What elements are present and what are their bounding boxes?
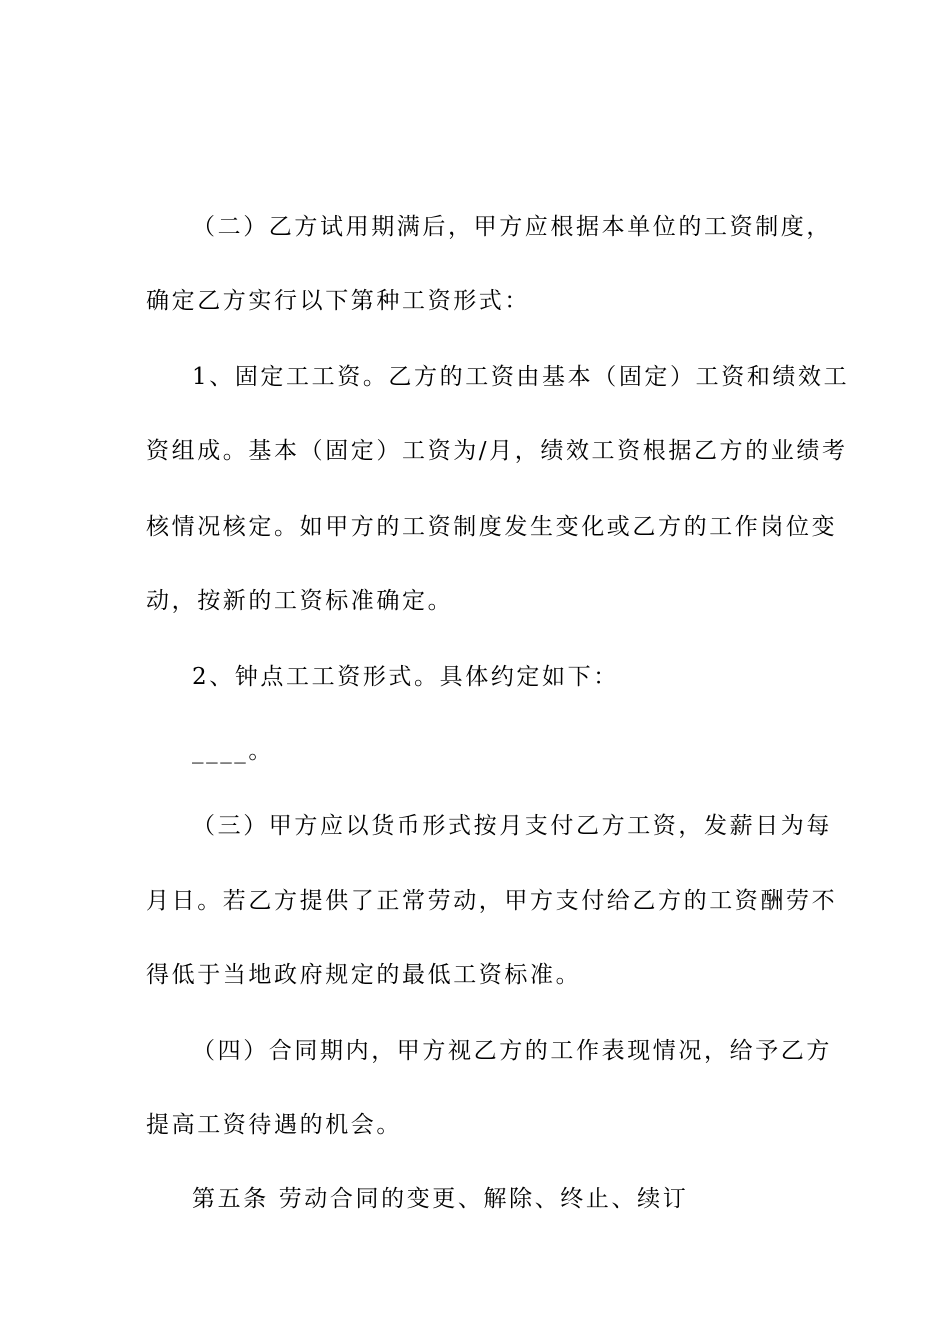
paragraph-3-line-2: 月日。若乙方提供了正常劳动，甲方支付给乙方的工资酬劳不: [146, 888, 838, 914]
paragraph-3-line-3: 得低于当地政府规定的最低工资标准。: [146, 962, 582, 988]
item-1-line-1: 1、固定工工资。乙方的工资由基本（固定）工资和绩效工: [192, 364, 850, 390]
article-5-heading: 第五条 劳动合同的变更、解除、终止、续订: [192, 1186, 689, 1212]
item-2-line-1: 2、钟点工工资形式。具体约定如下：: [192, 664, 619, 690]
paragraph-3-line-1: （三）甲方应以货币形式按月支付乙方工资，发薪日为每: [192, 813, 832, 839]
paragraph-4-line-2: 提高工资待遇的机会。: [146, 1112, 402, 1138]
blank-line: ____。: [192, 738, 274, 764]
paragraph-2-line-2: 确定乙方实行以下第种工资形式：: [146, 288, 530, 314]
paragraph-4-line-1: （四）合同期内，甲方视乙方的工作表现情况，给予乙方: [192, 1038, 832, 1064]
item-1-line-2: 资组成。基本（固定）工资为/月，绩效工资根据乙方的业绩考: [146, 438, 848, 464]
paragraph-2-line-1: （二）乙方试用期满后，甲方应根据本单位的工资制度，: [192, 214, 832, 240]
item-1-line-3: 核情况核定。如甲方的工资制度发生变化或乙方的工作岗位变: [146, 514, 838, 540]
item-1-line-4: 动，按新的工资标准确定。: [146, 588, 454, 614]
